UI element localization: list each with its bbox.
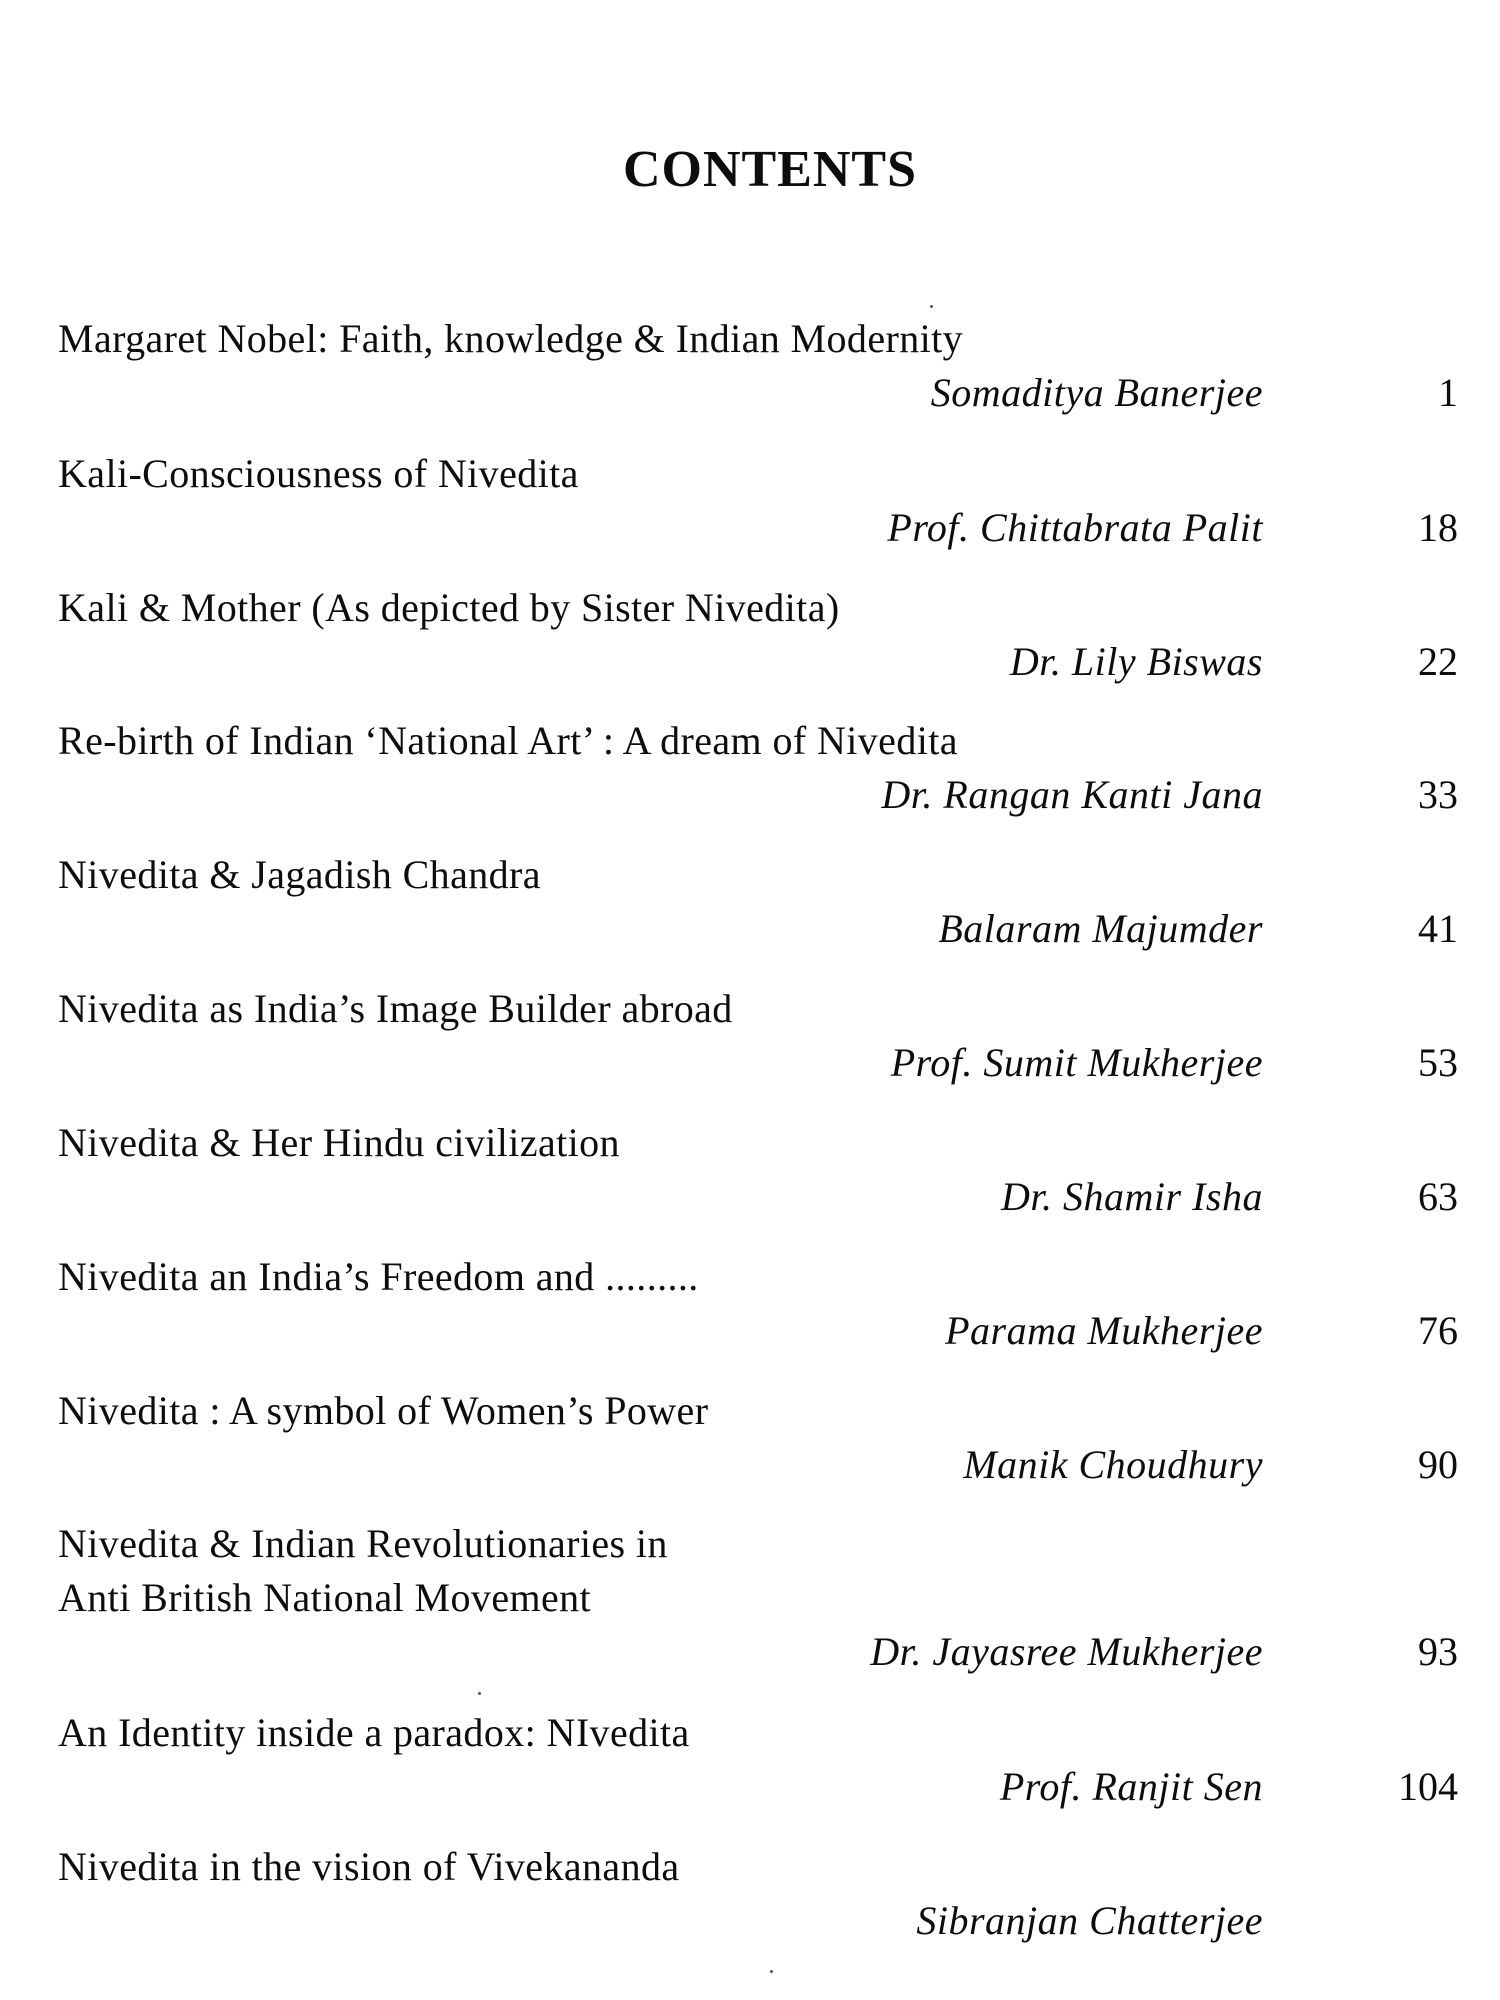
toc-entry[interactable]	[58, 1517, 1458, 1679]
entry-author: Dr. Lily Biswas	[1009, 639, 1263, 684]
toc-entry[interactable]	[58, 1116, 1458, 1224]
entry-byline	[58, 902, 1458, 956]
toc-entry[interactable]	[58, 1840, 1458, 1948]
entry-page-number: 90	[1418, 1442, 1458, 1487]
entry-byline	[58, 366, 1458, 420]
toc-entry[interactable]	[58, 1384, 1458, 1492]
entry-page-number: 76	[1418, 1308, 1458, 1353]
entry-byline	[58, 1036, 1458, 1090]
entry-author: Prof. Chittabrata Palit	[887, 505, 1263, 550]
entry-title: Kali-Consciousness of Nivedita	[58, 451, 579, 496]
entry-author: Dr. Shamir Isha	[1001, 1174, 1263, 1219]
entry-title: Nivedita & Indian Revolutionaries in Anti British National Movement	[58, 1521, 668, 1620]
scan-speck	[770, 1970, 773, 1973]
entry-byline	[58, 1894, 1458, 1948]
entry-title: Nivedita : A symbol of Women’s Power	[58, 1388, 709, 1433]
entry-author: Balaram Majumder	[938, 906, 1263, 951]
entry-author: Dr. Jayasree Mukherjee	[870, 1629, 1263, 1674]
entry-author: Parama Mukherjee	[945, 1308, 1263, 1353]
toc-entry[interactable]	[58, 447, 1458, 555]
scan-speck	[930, 305, 933, 308]
entry-page-number: 41	[1418, 906, 1458, 951]
entry-title: Nivedita in the vision of Vivekananda	[58, 1844, 680, 1889]
entry-author: Prof. Sumit Mukherjee	[890, 1040, 1263, 1085]
entry-page-number: 63	[1418, 1174, 1458, 1219]
entry-title: Kali & Mother (As depicted by Sister Nivedita)	[58, 585, 840, 630]
entry-author: Prof. Ranjit Sen	[999, 1764, 1263, 1809]
entry-title: Re-birth of Indian ‘National Art’ : A dream of Nivedita	[58, 718, 958, 763]
entry-byline	[58, 1760, 1458, 1814]
entry-page-number: 53	[1418, 1040, 1458, 1085]
toc-entry[interactable]	[58, 312, 1458, 420]
entry-page-number: 33	[1418, 772, 1458, 817]
entry-byline	[58, 501, 1458, 555]
entry-title: Nivedita & Her Hindu civilization	[58, 1120, 620, 1165]
entry-title: An Identity inside a paradox: NIvedita	[58, 1710, 690, 1755]
entry-page-number: 104	[1398, 1764, 1458, 1809]
entry-page-number: 18	[1418, 505, 1458, 550]
entry-byline	[58, 1625, 1458, 1679]
entry-title: Nivedita & Jagadish Chandra	[58, 852, 541, 897]
entry-byline	[58, 1438, 1458, 1492]
entry-byline	[58, 635, 1458, 689]
toc-entry[interactable]	[58, 848, 1458, 956]
entry-author: Dr. Rangan Kanti Jana	[881, 772, 1263, 817]
scan-speck	[478, 1692, 481, 1695]
entry-byline	[58, 1170, 1458, 1224]
entry-author: Manik Choudhury	[963, 1442, 1263, 1487]
toc-entry[interactable]	[58, 982, 1458, 1090]
entry-page-number: 93	[1418, 1629, 1458, 1674]
entry-byline	[58, 1304, 1458, 1358]
entry-page-number: 22	[1418, 639, 1458, 684]
toc-entry[interactable]	[58, 581, 1458, 689]
toc-entry[interactable]	[58, 714, 1458, 822]
entry-page-number: 1	[1438, 370, 1458, 415]
entry-title: Margaret Nobel: Faith, knowledge & Indian Modernity	[58, 316, 964, 361]
entry-author: Sibranjan Chatterjee	[916, 1898, 1263, 1943]
page-title: CONTENTS	[622, 141, 918, 198]
entry-title: Nivedita as India’s Image Builder abroad	[58, 986, 733, 1031]
entry-title: Nivedita an India’s Freedom and .........	[58, 1254, 699, 1299]
toc-entry[interactable]	[58, 1706, 1458, 1814]
entry-author: Somaditya Banerjee	[930, 370, 1263, 415]
entry-byline	[58, 768, 1458, 822]
toc-entry[interactable]	[58, 1250, 1458, 1358]
